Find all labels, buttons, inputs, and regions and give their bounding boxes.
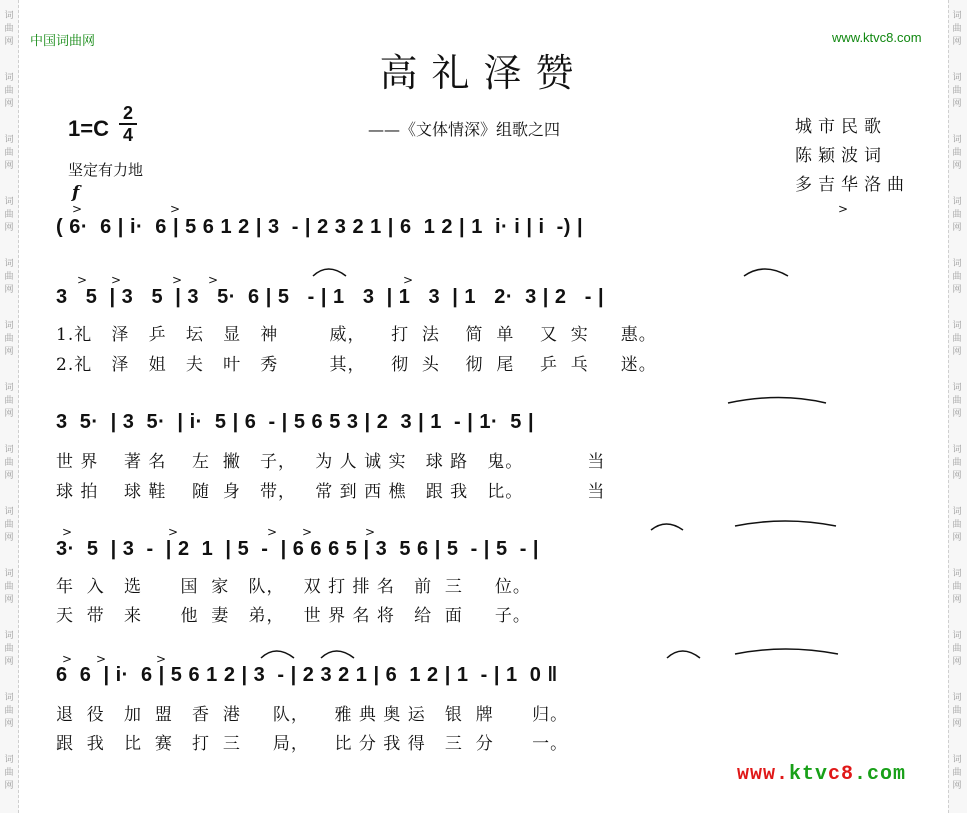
watermark-text: 词 曲 网 bbox=[4, 569, 14, 605]
system-1-notes: 3 5 | 3 5 | 3 5· 6 | 5 - | 1 3 | 1 3 | 1 2· 3 | 2 - | bbox=[56, 286, 605, 308]
watermark-text: 词 曲 网 bbox=[4, 135, 14, 171]
watermark-text: 词 曲 网 bbox=[952, 693, 962, 729]
song-subtitle: ——《文体情深》组歌之四 bbox=[368, 120, 561, 139]
accent-mark: > bbox=[62, 652, 73, 666]
song-title: 高礼泽赞 bbox=[379, 51, 588, 95]
accent-mark: > bbox=[170, 202, 181, 216]
system-4-verse-2: 跟 我 比 赛 打 三 局， 比 分 我 得 三 分 一。 bbox=[56, 734, 569, 754]
accent-mark: > bbox=[365, 525, 376, 539]
watermark-text: 词 曲 网 bbox=[4, 259, 14, 295]
watermark-text: 词 曲 网 bbox=[4, 197, 14, 233]
logo-segment: ktv bbox=[789, 763, 829, 786]
system-3-verse-2: 天 带 来 他 妻 弟， 世 界 名 将 给 面 子。 bbox=[56, 606, 531, 626]
accent-mark: > bbox=[156, 652, 167, 666]
watermark-text: 词 曲 网 bbox=[4, 11, 14, 47]
watermark-text: 词 曲 网 bbox=[4, 755, 14, 791]
watermark-text: 词 曲 网 bbox=[4, 73, 14, 109]
watermark-text: 词 曲 网 bbox=[952, 507, 962, 543]
tempo-marking: 坚定有力地 bbox=[68, 161, 144, 179]
watermark-text: 词 曲 网 bbox=[4, 507, 14, 543]
system-2-verse-1: 世 界 著 名 左 撇 子， 为 人 诚 实 球 路 鬼。 当 bbox=[56, 452, 606, 472]
credit-composer: 多吉华洛曲 bbox=[795, 175, 910, 195]
watermark-text: 词 曲 网 bbox=[952, 445, 962, 481]
accent-mark: > bbox=[172, 273, 183, 287]
credit-genre: 城市民歌 bbox=[795, 117, 887, 137]
accent-mark: > bbox=[96, 652, 107, 666]
credit-lyricist: 陈颖波词 bbox=[795, 146, 887, 166]
system-3-verse-1: 年 入 选 国 家 队， 双 打 排 名 前 三 位。 bbox=[56, 577, 531, 597]
system-2-notes: 3 5· | 3 5· | i· 5 | 6 - | 5 6 5 3 | 2 3 | 1 - | 1· 5 | bbox=[56, 411, 535, 433]
accent-mark: > bbox=[111, 273, 122, 287]
watermark-text: 词 曲 网 bbox=[952, 755, 962, 791]
system-4-verse-1: 退 役 加 盟 香 港 队， 雅 典 奥 运 银 牌 归。 bbox=[56, 705, 569, 725]
time-signature-top: 2 bbox=[122, 103, 133, 123]
system-4-notes: 6 6 | i· 6 | 5 6 1 2 | 3 - | 2 3 2 1 | 6 1 2 | 1 - | 1 0 ‖ bbox=[56, 664, 558, 686]
watermark-text: 词 曲 网 bbox=[952, 73, 962, 109]
watermark-text: 词 曲 网 bbox=[952, 259, 962, 295]
logo-segment: .com bbox=[854, 763, 907, 786]
watermark-text: 词 曲 网 bbox=[4, 631, 14, 667]
accent-mark: > bbox=[62, 525, 73, 539]
logo-segment: www. bbox=[737, 763, 790, 786]
accent-mark: > bbox=[267, 525, 278, 539]
system-1-verse-2: 2.礼 泽 姐 夫 叶 秀 其， 彻 头 彻 尾 乒 乓 迷。 bbox=[56, 355, 657, 375]
intro-notes: ( 6· 6 | i· 6 | 5 6 1 2 | 3 - | 2 3 2 1 | 6 1 2 | 1 i· i | i -) | bbox=[56, 216, 584, 238]
time-signature-bottom: 4 bbox=[122, 125, 133, 145]
watermark-text: 词 曲 网 bbox=[952, 631, 962, 667]
watermark-text: 词 曲 网 bbox=[952, 383, 962, 419]
watermark-text: 词 曲 网 bbox=[952, 197, 962, 233]
site-url-right[interactable]: www.ktvc8.com bbox=[832, 30, 922, 45]
system-2-verse-2: 球 拍 球 鞋 随 身 带， 常 到 西 樵 跟 我 比。 当 bbox=[56, 482, 606, 502]
accent-mark: > bbox=[302, 525, 313, 539]
system-3-notes: 3· 5 | 3 - | 2 1 | 5 - | 6 6 6 5 | 3 5 6 | 5 - | 5 - | bbox=[56, 538, 540, 560]
watermark-text: 词 曲 网 bbox=[952, 569, 962, 605]
system-1-verse-1: 1.礼 泽 乒 坛 显 神 威， 打 法 简 单 又 实 惠。 bbox=[56, 325, 657, 345]
accent-mark: > bbox=[168, 525, 179, 539]
watermark-text: 词 曲 网 bbox=[4, 383, 14, 419]
watermark-text: 词 曲 网 bbox=[952, 321, 962, 357]
site-name-left[interactable]: 中国词曲网 bbox=[30, 34, 96, 49]
watermark-text: 词 曲 网 bbox=[952, 11, 962, 47]
accent-mark: > bbox=[838, 202, 849, 216]
accent-mark: > bbox=[72, 202, 83, 216]
logo-segment: c8 bbox=[828, 763, 855, 786]
accent-mark: > bbox=[403, 273, 414, 287]
watermark-text: 词 曲 网 bbox=[4, 693, 14, 729]
footer-site-logo[interactable] bbox=[737, 763, 906, 786]
watermark-text: 词 曲 网 bbox=[4, 321, 14, 357]
accent-mark: > bbox=[208, 273, 219, 287]
watermark-text: 词 曲 网 bbox=[952, 135, 962, 171]
dynamic-marking: f bbox=[72, 183, 80, 203]
accent-mark: > bbox=[77, 273, 88, 287]
key-signature: 1=C bbox=[68, 116, 109, 141]
watermark-text: 词 曲 网 bbox=[4, 445, 14, 481]
